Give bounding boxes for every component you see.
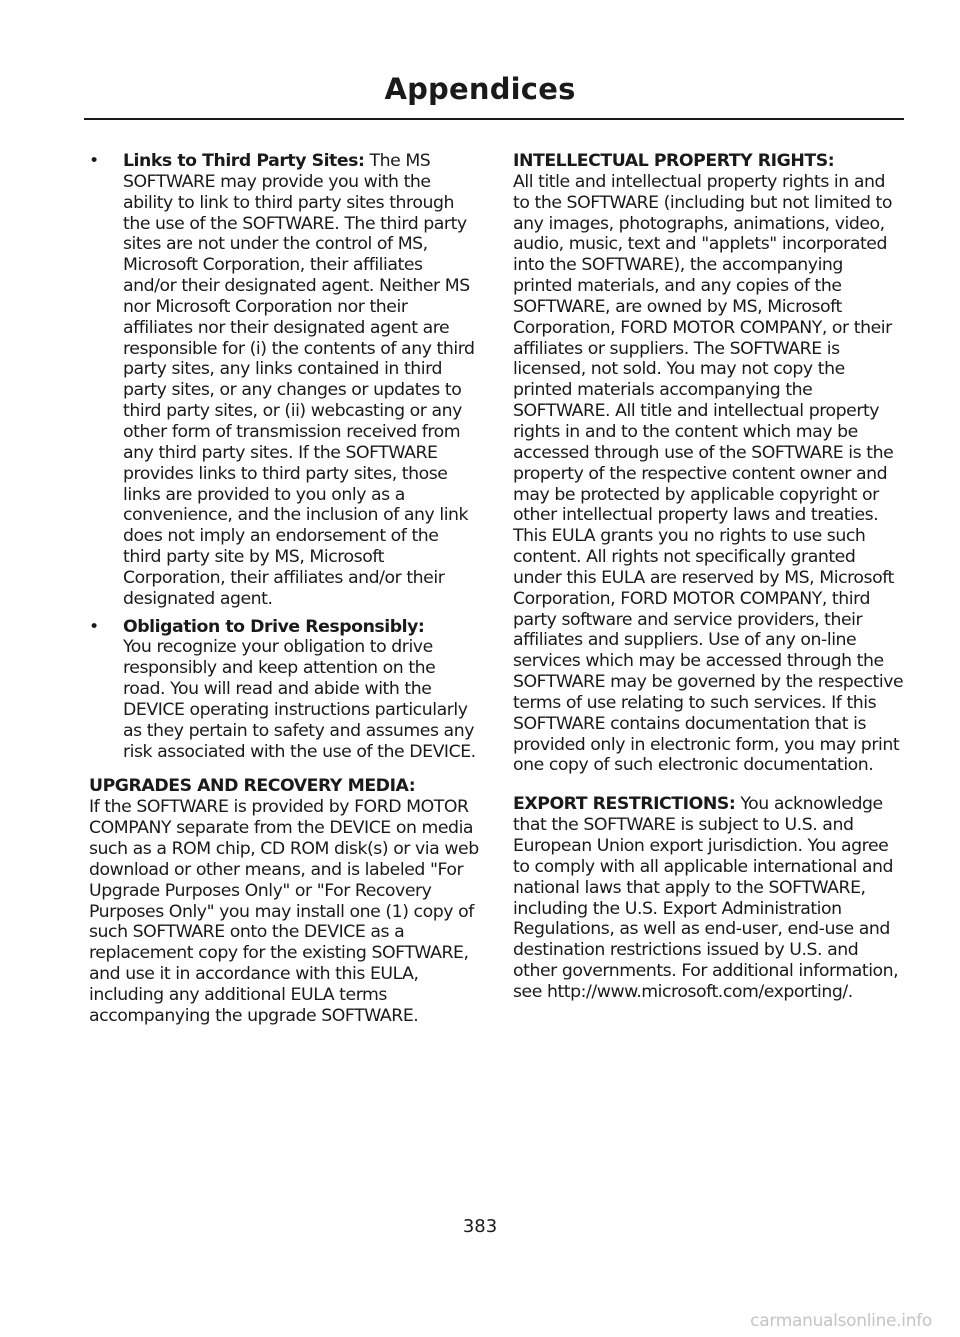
left-column [89,151,479,1027]
section-heading: INTELLECTUAL PROPERTY RIGHTS: [513,151,835,171]
section-text: If the SOFTWARE is provided by FORD MOTOR COMPANY separate from the DEVICE on media such as a ROM chip, CD ROM disk(s) or via web download or other means, and is labeled "For Upgrade Purposes Only" or "For Recovery Purposes Only" you may install one (1) copy of such SOFTWARE onto the DEVICE as a replacement copy for the existing SOFTWARE, and use it in accordance with this EULA, including any additional EULA terms accompanying the upgrade SOFTWARE. [89,797,479,1026]
export-section [513,794,905,1002]
list-item-drive-responsibly [89,617,479,763]
section-heading: UPGRADES AND RECOVERY MEDIA: [89,776,416,797]
section-text: You acknowledge that the SOFTWARE is subject to U.S. and European Union export jurisdiction. You agree to comply with all applicable international and national laws that apply to the SOFTWARE, including the U.S. Export Administration Regulations, as well as end-user, end-use and destination restrictions issued by U.S. and other governments. For additional information, see [513,794,899,1002]
section-text: The MS SOFTWARE may provide you with the ability to link to third party sites through the use of the SOFTWARE. The third party sites are not under the control of MS, Microsoft Corporation, their affiliates and/or their designated agent. Neither MS nor Microsoft Corporation nor their affiliates nor their designated agent are responsible for (i) the contents of any third party sites, any links contained in third party sites, or any changes or updates to third party sites, or (ii) webcasting or any other form of transmission received from any third party sites. If the SOFTWARE provides links to third party sites, those links are provided to you only as a convenience, and the inclusion of any link does not imply an endorsement of the third party site by MS, Microsoft Corporation, their affiliates and/or their designated agent. [123,151,475,609]
page-title: Appendices [384,72,576,106]
header-divider [84,118,904,120]
list-item-third-party-links [89,151,479,610]
section-heading: Obligation to Drive Responsibly: [123,616,425,637]
section-text: You recognize your obligation to drive responsibly and keep attention on the road. You will read and abide with the DEVICE operating instructions particularly as they pertain to safety and assumes any risk associated with the use of the DEVICE. [123,637,476,762]
section-text: All title and intellectual property rights in and to the SOFTWARE (including but not limited to any images, photographs, animations, video, audio, music, text and "applets" incorporated into the SOFTWARE), the accompanying printed materials, and any copies of the SOFTWARE, are owned by MS, Microsoft Corporation, FORD MOTOR COMPANY, or their affiliates or suppliers. The SOFTWARE is licensed, not sold. You may not copy the printed materials accompanying the SOFTWARE. All title and intellectual property rights in and to the content which may be accessed through use of the SOFTWARE is the property of the respective content owner and may be protected by applicable copyright or other intellectual property laws and treaties. This EULA grants you no rights to use such content. All rights not specifically granted under this EULA are reserved by MS, Microsoft Corporation, FORD MOTOR COMPANY, third party software and service providers, their affiliates and suppliers. Use of any on-line services which may be accessed through the SOFTWARE may be governed by the respective terms of use relating to such services. If this SOFTWARE contains documentation that is provided only in electronic form, you may print one copy of such electronic documentation. [513,171,904,776]
bullet-icon: • [89,616,99,637]
export-info-link[interactable]: http://www.microsoft.com/exporting/. [546,981,853,1002]
section-heading: Links to Third Party Sites: [123,151,365,171]
watermark: carmanualsonline.info [750,1311,932,1331]
page-number: 383 [462,1216,498,1237]
bullet-icon: • [89,151,99,171]
section-heading: EXPORT RESTRICTIONS: [513,794,736,815]
right-column [513,151,905,1003]
upgrades-section [89,776,479,1026]
ip-rights-section [513,151,905,776]
